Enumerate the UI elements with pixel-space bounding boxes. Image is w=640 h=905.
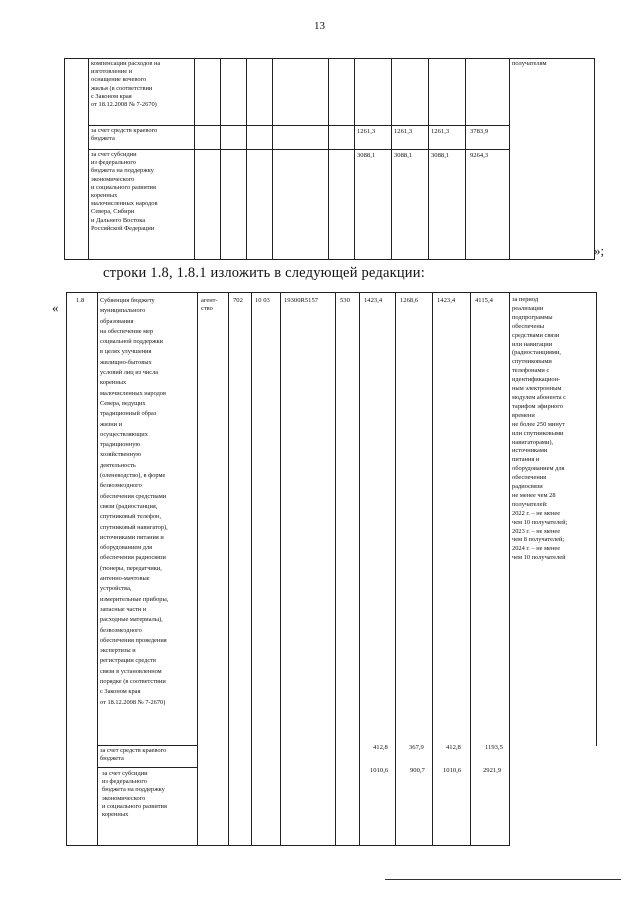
table-cell-grbs: агент- ство bbox=[201, 297, 218, 313]
table-cell-value: 3088,1 bbox=[394, 152, 413, 159]
table-top-border bbox=[64, 58, 594, 59]
table-row-divider bbox=[88, 149, 509, 150]
table-cell-value: 1261,3 bbox=[357, 128, 376, 135]
table-col-divider bbox=[228, 292, 229, 846]
table-cell-value: 3088,1 bbox=[357, 152, 376, 159]
table-cell-vr: 530 bbox=[340, 297, 350, 304]
table-cell-csr: 19300R5157 bbox=[284, 297, 319, 304]
table-col-divider bbox=[395, 292, 396, 846]
table-cell-value: 900,7 bbox=[410, 767, 425, 774]
table-col-divider bbox=[354, 58, 355, 260]
table-cell-value: 412,8 bbox=[373, 744, 388, 751]
table-col-divider bbox=[428, 58, 429, 260]
table-cell-result: за период реализации подпрограммы обеспечены средствами связи или навигации (радиостанциями, спутниковыми телефонами с идентификацион- ным электронным модулем абонента с тарифом эфирного времени не более 250 минут или спутниковыми навигаторами), источниками питания и оборудованием для обеспечения радиосвязи не менее чем 28 получателей: 2022 г. – не менее чем 10 получателей; 2023 г. – не менее чем 8 получателей; 2024 г. – не менее чем 10 получателей bbox=[512, 296, 568, 562]
table-cell-description: за счет субсидии из федерального бюджета на поддержку экономического и социального развития коренных малочисленных народов Севера, Сибири и Дальнего Востока Российской Федерации bbox=[91, 151, 158, 232]
table-col-divider bbox=[66, 292, 67, 846]
table-cell-value: 412,8 bbox=[446, 744, 461, 751]
table-col-divider bbox=[64, 58, 65, 260]
table-cell-total: 2921,9 bbox=[483, 767, 502, 774]
table-cell-description: компенсации расходов на изготовление и оснащение кочевого жилья (в соответствии с Законом края от 18.12.2008 № 7-2670) bbox=[91, 60, 161, 109]
table-col-divider bbox=[509, 58, 510, 260]
amendment-heading: строки 1.8, 1.8.1 изложить в следующей редакции: bbox=[103, 265, 425, 281]
table-cell-number: 1.8 bbox=[76, 297, 85, 304]
table-cell-total: 1193,5 bbox=[485, 744, 503, 751]
page-number: 13 bbox=[314, 20, 325, 32]
table-cell-value: 3088,1 bbox=[431, 152, 450, 159]
table-col-divider bbox=[359, 292, 360, 846]
table-row-divider bbox=[97, 745, 197, 746]
table-col-divider bbox=[509, 292, 510, 846]
table-row-divider bbox=[88, 125, 509, 126]
table-col-divider bbox=[220, 58, 221, 260]
table-col-divider bbox=[328, 58, 329, 260]
table-col-divider bbox=[391, 58, 392, 260]
closing-quote-mark: »; bbox=[594, 243, 605, 258]
table-row-divider bbox=[97, 767, 197, 768]
table-col-divider bbox=[465, 58, 466, 260]
table-bottom-border bbox=[64, 259, 594, 260]
table-cell-description: за счет средств краевого бюджета bbox=[91, 127, 158, 143]
table-col-divider bbox=[335, 292, 336, 846]
table-col-divider bbox=[470, 292, 471, 846]
table-col-divider bbox=[251, 292, 252, 846]
table-col-divider bbox=[194, 58, 195, 260]
table-cell-description: за счет субсидии из федерального бюджета на поддержку экономического и социального развития коренных bbox=[102, 770, 167, 819]
table-cell-total: 3783,9 bbox=[470, 128, 489, 135]
table-col-divider bbox=[246, 58, 247, 260]
table-cell-value: 367,9 bbox=[409, 744, 424, 751]
table-col-divider bbox=[594, 58, 595, 260]
table-top-border bbox=[66, 292, 596, 293]
table-cell-value: 1268,6 bbox=[400, 297, 419, 304]
table-cell-value: 1010,6 bbox=[370, 767, 389, 774]
table-cell-result: получателям bbox=[512, 60, 547, 67]
table-cell-description: за счет средств краевого бюджета bbox=[100, 747, 167, 763]
table-cell-value: 1261,3 bbox=[394, 128, 413, 135]
table-col-divider bbox=[88, 58, 89, 260]
table-cell-total: 4115,4 bbox=[475, 297, 493, 304]
footer-rule bbox=[385, 879, 621, 880]
table-cell-total: 9264,3 bbox=[470, 152, 489, 159]
table-cell-value: 1423,4 bbox=[364, 297, 383, 304]
table-col-divider bbox=[280, 292, 281, 846]
table-cell-value: 1423,4 bbox=[437, 297, 456, 304]
table-cell-value: 1261,3 bbox=[431, 128, 450, 135]
table-bottom-border bbox=[66, 845, 509, 846]
table-col-divider bbox=[432, 292, 433, 846]
table-col-divider bbox=[97, 292, 98, 846]
opening-quote-mark: « bbox=[52, 300, 59, 315]
table-cell-value: 1010,6 bbox=[443, 767, 462, 774]
table-cell-code: 702 bbox=[233, 297, 243, 304]
table-cell-description: Субвенция бюджету муниципального образования на обеспечение мер социальной поддержки в целях улучшения жилищно-бытовых условий лиц из числа коренных малочисленных народов Севера, ведущих традиционный образ жизни и осуществляющих традиционную хозяйственную деятельность (оленеводство), в форме безвозмездного обеспечения средствами связи (радиостанция, спутниковый телефон, спутниковый навигатор), источниками питания и оборудованием для обеспечения радиосвязи (тюнеры, передатчики, антенно-мачтовые устройства, измерительные приборы, запасные части и расходные материалы), безвозмездного обеспечения проведения экспертизы и регистрации средств связи в установленном порядке (в соответствии с Законом края от 18.12.2008 № 7-2670) bbox=[100, 297, 169, 706]
table-col-divider bbox=[272, 58, 273, 260]
table-col-divider bbox=[197, 292, 198, 846]
table-cell-rzpr: 10 03 bbox=[255, 297, 270, 304]
